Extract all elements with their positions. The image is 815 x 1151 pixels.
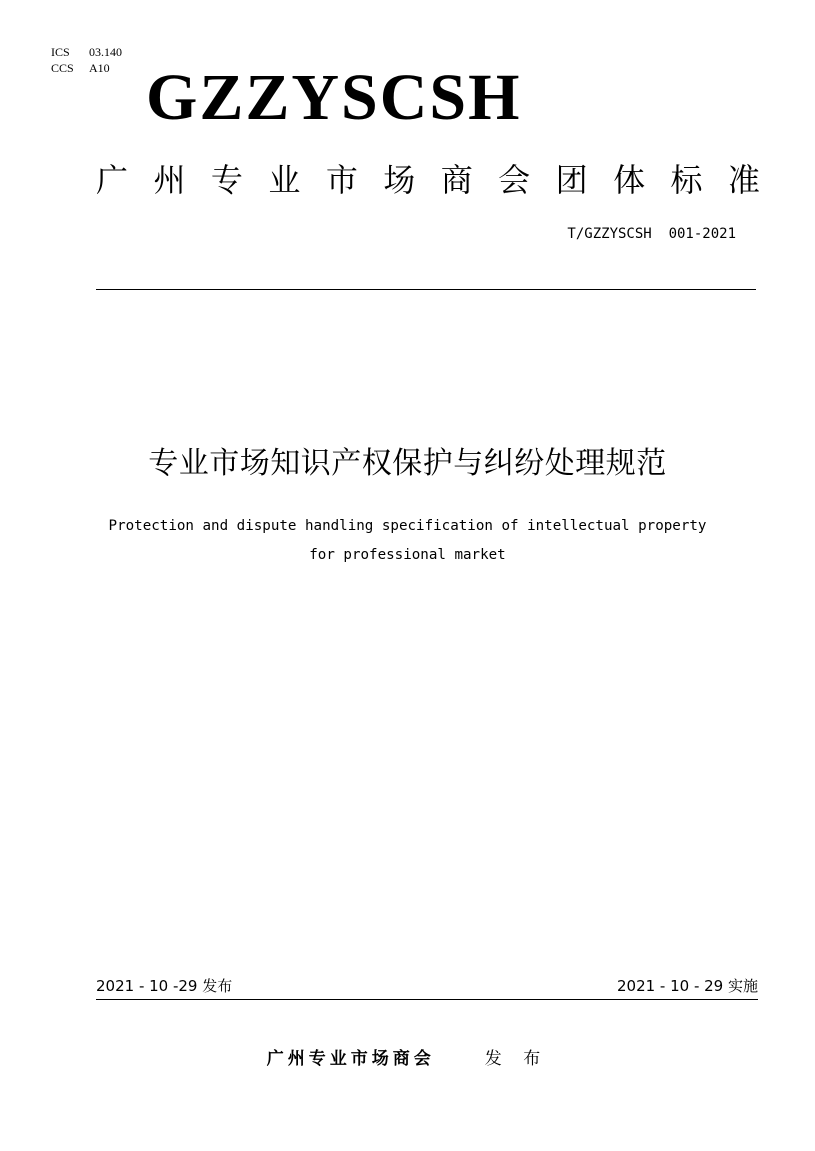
publisher-action: 发 布 bbox=[484, 1049, 549, 1069]
document-title-chinese: 专业市场知识产权保护与纠纷处理规范 bbox=[148, 446, 667, 481]
standard-type-title bbox=[96, 156, 760, 204]
ics-label: ICS bbox=[51, 45, 70, 59]
publisher-organization: 广州专业市场商会 bbox=[266, 1049, 435, 1069]
standard-type-char: 业 bbox=[268, 161, 301, 199]
standard-type-char: 场 bbox=[383, 161, 416, 199]
standard-type-char: 团 bbox=[555, 161, 588, 199]
english-title-line-1: Protection and dispute handling specification of intellectual property bbox=[108, 518, 707, 534]
standard-type-char: 标 bbox=[670, 161, 703, 199]
english-title-line-2: for professional market bbox=[309, 547, 506, 563]
ccs-value: A10 bbox=[89, 61, 110, 75]
standard-type-char: 准 bbox=[727, 161, 760, 199]
standard-number: T/GZZYSCSH 001-2021 bbox=[567, 226, 736, 242]
document-title-english bbox=[0, 512, 815, 570]
publisher-line bbox=[0, 1045, 815, 1073]
org-abbreviation: GZZYSCSH bbox=[146, 61, 522, 134]
standard-type-char: 市 bbox=[325, 161, 358, 199]
standard-type-char: 会 bbox=[498, 161, 531, 199]
classification-codes bbox=[51, 44, 122, 76]
ics-row bbox=[51, 44, 122, 60]
release-date: 2021 - 10 -29 发布 bbox=[96, 977, 233, 995]
standard-type-char: 州 bbox=[153, 161, 186, 199]
standard-type-char: 专 bbox=[210, 161, 243, 199]
ccs-row bbox=[51, 60, 122, 76]
ccs-label: CCS bbox=[51, 61, 74, 75]
standard-type-char: 商 bbox=[440, 161, 473, 199]
implementation-date: 2021 - 10 - 29 实施 bbox=[616, 977, 758, 995]
ics-value: 03.140 bbox=[89, 45, 122, 59]
dates-row bbox=[96, 975, 758, 1000]
standard-type-char: 体 bbox=[613, 161, 646, 199]
header-divider bbox=[96, 289, 756, 290]
standard-type-char: 广 bbox=[96, 161, 129, 199]
